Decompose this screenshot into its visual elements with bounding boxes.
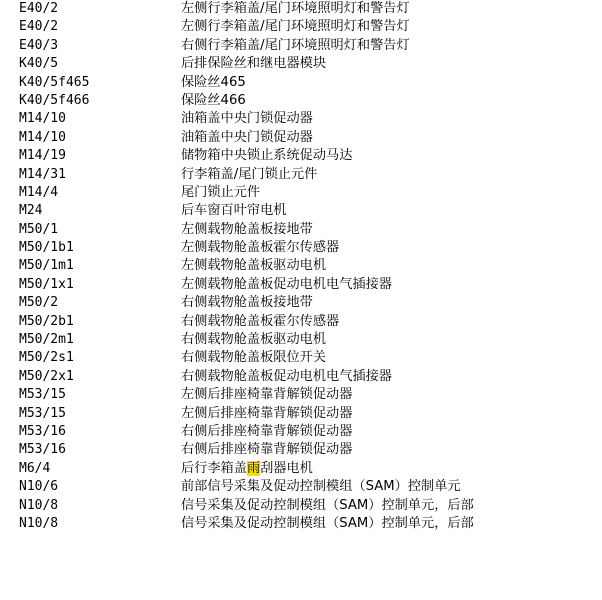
list-item: [0, 386, 602, 404]
component-code: E40/3: [19, 37, 59, 53]
component-code: N10/8: [19, 497, 59, 513]
list-item: [0, 184, 602, 202]
component-description: 左侧后排座椅靠背解锁促动器: [181, 405, 353, 421]
list-item: [0, 460, 602, 478]
list-item: [0, 74, 602, 92]
list-item: [0, 92, 602, 110]
component-description: 后排保险丝和继电器模块: [181, 56, 327, 72]
component-description: [181, 460, 313, 478]
component-code: K40/5: [19, 56, 59, 72]
list-item: [0, 18, 602, 36]
list-item: [0, 497, 602, 515]
component-description: 右侧后排座椅靠背解锁促动器: [181, 442, 353, 458]
list-item: [0, 349, 602, 367]
search-highlight: 雨: [246, 460, 261, 476]
component-code: M14/4: [19, 184, 59, 200]
component-description: 油箱盖中央门锁促动器: [181, 129, 313, 145]
list-item: [0, 0, 602, 18]
list-item: [0, 331, 602, 349]
component-description: 右侧后排座椅靠背解锁促动器: [181, 423, 353, 439]
component-description: 左侧行李箱盖/尾门环境照明灯和警告灯: [181, 19, 410, 35]
component-description: 左侧后排座椅靠背解锁促动器: [181, 387, 353, 403]
component-code: N10/8: [19, 515, 59, 531]
component-description: 储物箱中央锁止系统促动马达: [181, 148, 353, 164]
list-item: [0, 166, 602, 184]
component-description: 信号采集及促动控制模组（SAM）控制单元，后部: [181, 515, 474, 531]
list-item: [0, 239, 602, 257]
component-description: 左侧行李箱盖/尾门环境照明灯和警告灯: [181, 1, 410, 16]
component-description: 右侧载物舱盖板驱动电机: [181, 332, 327, 348]
component-description: 右侧载物舱盖板限位开关: [181, 350, 327, 366]
component-code: M50/1x1: [19, 276, 74, 292]
component-code: M50/2x1: [19, 368, 74, 384]
component-code: M14/31: [19, 166, 66, 182]
component-code: M50/1: [19, 221, 59, 237]
description-text-after: 刮器电机: [260, 460, 313, 476]
component-description: 左侧载物舱盖板接地带: [181, 221, 313, 237]
component-description: 右侧载物舱盖板促动电机电气插接器: [181, 368, 392, 384]
component-code: N10/6: [19, 479, 59, 495]
component-code: M53/16: [19, 442, 66, 458]
list-item: [0, 368, 602, 386]
component-code: M53/15: [19, 387, 66, 403]
component-code: M14/10: [19, 129, 66, 145]
component-code: M50/2s1: [19, 350, 74, 366]
component-code: M50/2m1: [19, 332, 74, 348]
component-description: 右侧载物舱盖板接地带: [181, 295, 313, 311]
component-description: 前部信号采集及促动控制模组（SAM）控制单元: [181, 479, 461, 495]
description-text-before: 后行李箱盖: [181, 460, 247, 476]
list-item: [0, 276, 602, 294]
component-code: M53/15: [19, 405, 66, 421]
component-description: 信号采集及促动控制模组（SAM）控制单元，后部: [181, 497, 474, 513]
list-item: [0, 405, 602, 423]
component-code: M53/16: [19, 423, 66, 439]
component-description: 左侧载物舱盖板霍尔传感器: [181, 240, 340, 256]
list-item: [0, 313, 602, 331]
list-item: [0, 221, 602, 239]
component-description: 行李箱盖/尾门锁止元件: [181, 166, 318, 182]
list-item: [0, 478, 602, 496]
list-item: [0, 55, 602, 73]
list-item: [0, 110, 602, 128]
component-code: M14/19: [19, 148, 66, 164]
component-description: 左侧载物舱盖板促动电机电气插接器: [181, 276, 392, 292]
component-code: M14/10: [19, 111, 66, 127]
component-code: M50/2b1: [19, 313, 74, 329]
list-item: [0, 257, 602, 275]
component-code: M50/2: [19, 295, 59, 311]
component-code: K40/5f466: [19, 92, 90, 108]
component-code: M24: [19, 203, 43, 219]
list-item: [0, 202, 602, 220]
component-description: 右侧载物舱盖板霍尔传感器: [181, 313, 340, 329]
list-item: [0, 147, 602, 165]
list-item: [0, 423, 602, 441]
component-code: M50/1m1: [19, 258, 74, 274]
component-description: 保险丝466: [181, 92, 246, 108]
component-description: 保险丝465: [181, 74, 246, 90]
list-item: [0, 441, 602, 459]
list-item: [0, 129, 602, 147]
list-item: [0, 515, 602, 533]
component-description: 左侧载物舱盖板驱动电机: [181, 258, 327, 274]
component-code: M50/1b1: [19, 240, 74, 256]
component-description: 油箱盖中央门锁促动器: [181, 111, 313, 127]
list-item: [0, 294, 602, 312]
component-description: 后车窗百叶帘电机: [181, 203, 287, 219]
component-description: 尾门锁止元件: [181, 184, 261, 200]
component-code: K40/5f465: [19, 74, 90, 90]
component-description: 右侧行李箱盖/尾门环境照明灯和警告灯: [181, 37, 410, 53]
component-code: E40/2: [19, 19, 59, 35]
list-item: [0, 37, 602, 55]
component-code: M6/4: [19, 460, 51, 476]
component-code: E40/2: [19, 1, 59, 16]
